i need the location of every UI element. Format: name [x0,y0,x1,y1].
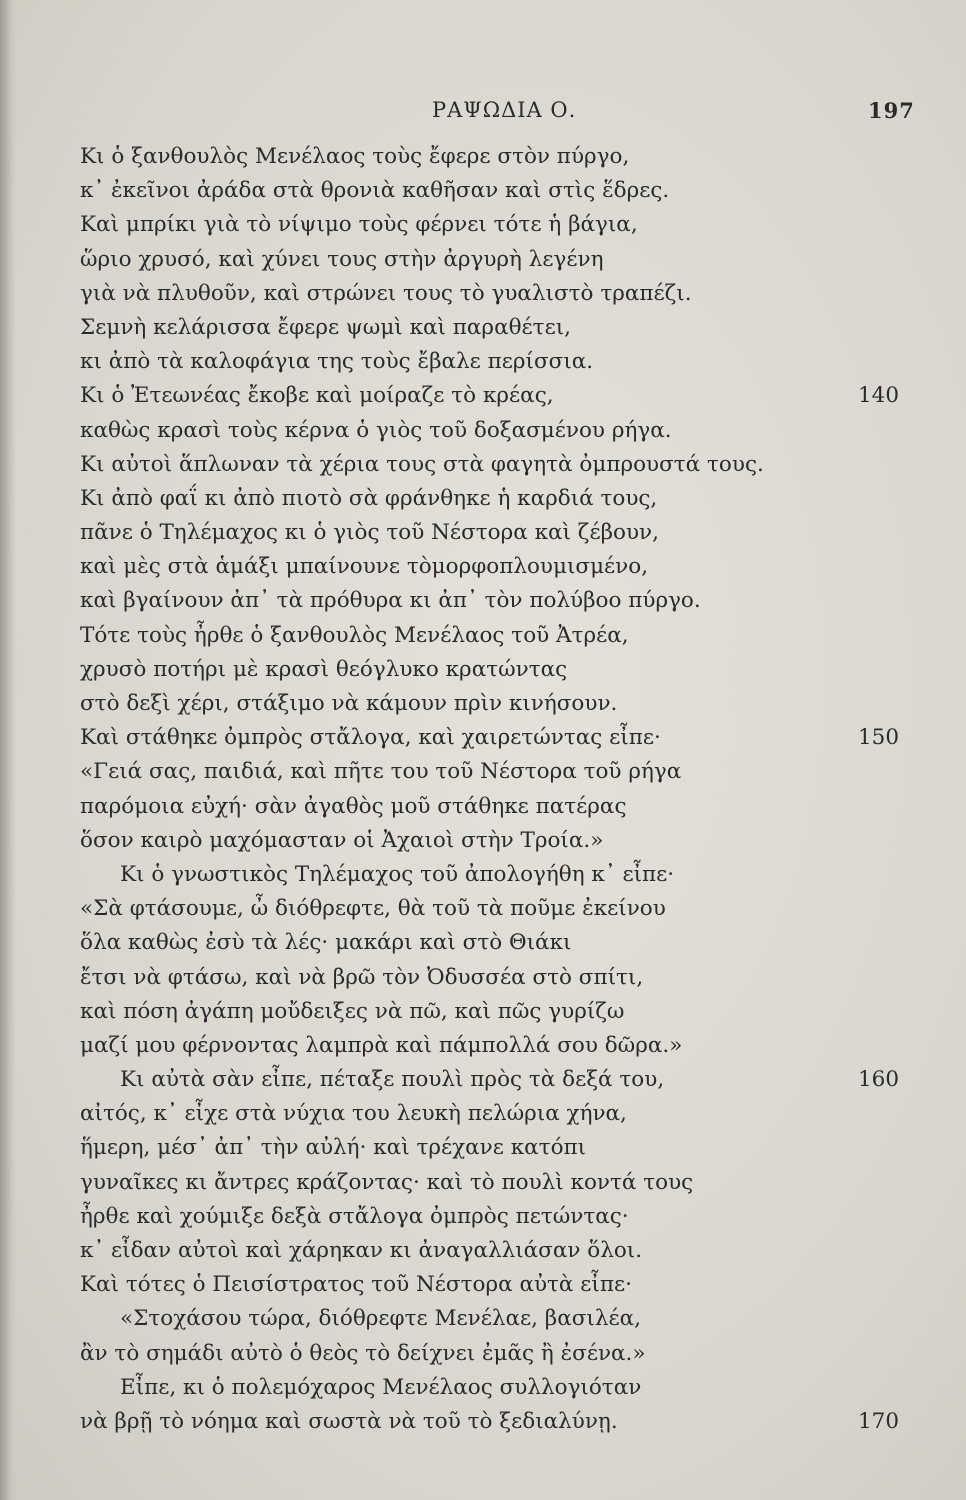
verse-line [80,755,940,789]
verse-text: Κι ὁ γνωστικὸς Τηλέμαχος τοῦ ἀπολογήθη κ᾽ εἶπε· [120,861,675,887]
verse-line [80,550,940,584]
verse-line [80,790,940,824]
verse-text: ὅσον καιρὸ μαχόμασταν οἱ Ἀχαιοὶ στὴν Τροία.» [80,827,604,853]
verse-text: ἂν τὸ σημάδι αὐτὸ ὁ θεὸς τὸ δείχνει ἐμᾶς ἢ ἐσένα.» [80,1340,646,1366]
verse-line [80,174,940,208]
verse-text: Κι αὐτοὶ ἅπλωναν τὰ χέρια τους στὰ φαγητὰ ὀμπρουστά τους. [80,451,764,477]
verse-line [80,482,940,516]
verse-text: παρόμοια εὐχή· σὰν ἀγαθὸς μοῦ στάθηκε πατέρας [80,793,627,819]
verse-line [80,414,940,448]
verse-text: στὸ δεξὶ χέρι, στάξιμο νὰ κάμουν πρὶν κινήσουν. [80,691,618,716]
page-header [0,92,966,132]
verse-line [80,824,940,858]
verse-line [80,277,940,311]
verse-text: καὶ πόση ἀγάπη μοὔδειξες νὰ πῶ, καὶ πῶς γυρίζω [80,998,625,1024]
verse-line [80,1063,940,1097]
line-number: 140 [858,383,900,409]
verse-text: κι ἀπὸ τὰ καλοφάγια της τοὺς ἔβαλε περίσσια. [80,349,594,375]
verse-line [80,1302,940,1336]
verse-text: Κι ὁ ξανθουλὸς Μενέλαος τοὺς ἔφερε στὸν πύργο, [80,144,630,169]
verse-text: ἥμερη, μέσ᾽ ἀπ᾽ τὴν αὐλή· καὶ τρέχανε κατόπι [80,1135,587,1161]
page-spine-shadow [0,0,16,1500]
verse-line [80,1371,940,1405]
verse-text: καὶ μὲς στὰ ἁμάξι μπαίνουνε τὸμορφοπλουμισμένο, [80,554,649,580]
verse-line [80,1166,940,1200]
verse-text: «Στοχάσου τώρα, διόθρεφτε Μενέλαε, βασιλέα, [120,1306,641,1332]
verse-line [80,243,940,277]
verse-line [80,926,940,960]
verse-line [80,379,940,413]
running-head: ΡΑΨΩΔΙΑ Ο. [432,98,577,122]
verse-line [80,1234,940,1268]
verse-text: «Σὰ φτάσουμε, ὦ διόθρεφτε, θὰ τοῦ τὰ ποῦμε ἐκείνου [80,896,666,922]
verse-text: μαζί μου φέρνοντας λαμπρὰ καὶ πάμπολλά σου δῶρα.» [80,1032,683,1058]
verse-text: Καὶ στάθηκε ὀμπρὸς στἄλογα, καὶ χαιρετώντας εἶπε· [80,725,661,751]
verse-line [80,721,940,755]
verse-line [80,995,940,1029]
verse-line [80,516,940,550]
verse-text: κ᾽ ἐκεῖνοι ἀράδα στὰ θρονιὰ καθῆσαν καὶ στὶς ἕδρες. [80,178,670,204]
verse-text: νὰ βρῇ τὸ νόημα καὶ σωστὰ νὰ τοῦ τὸ ξεδιαλύνῃ. [80,1408,618,1434]
verse-line [80,584,940,618]
verse-line [80,687,940,721]
verse-text: πᾶνε ὁ Τηλέμαχος κι ὁ γιὸς τοῦ Νέστορα καὶ ζέβουν, [80,520,659,546]
verse-line [80,961,940,995]
page-number: 197 [868,98,915,123]
verse-line [80,208,940,242]
line-number: 170 [858,1408,900,1434]
verse-line [80,858,940,892]
verse-text: Εἶπε, κι ὁ πολεμόχαρος Μενέλαος συλλογιόταν [120,1374,642,1400]
verse-text: Τότε τοὺς ἦρθε ὁ ξανθουλὸς Μενέλαος τοῦ Ἀτρέα, [80,622,629,648]
verse-text: Καὶ μπρίκι γιὰ τὸ νίψιμο τοὺς φέρνει τότε ἡ βάγια, [80,212,638,238]
verse-text: ὥριο χρυσό, καὶ χύνει τους στὴν ἀργυρὴ λεγένη [80,246,604,272]
verse-line [80,1268,940,1302]
line-number: 150 [858,725,900,751]
verse-text: Σεμνὴ κελάρισσα ἔφερε ψωμὶ καὶ παραθέτει, [80,314,571,340]
verse-text: καθὼς κρασὶ τοὺς κέρνα ὁ γιὸς τοῦ δοξασμένου ρήγα. [80,417,672,443]
verse-text: χρυσὸ ποτήρι μὲ κρασὶ θεόγλυκο κρατώντας [80,656,568,682]
verse-line [80,1405,940,1439]
verse-text: κ᾽ εἶδαν αὐτοὶ καὶ χάρηκαν κι ἀναγαλλιάσαν ὅλοι. [80,1238,643,1263]
verse-text: Καὶ τότες ὁ Πεισίστρατος τοῦ Νέστορα αὐτὰ εἶπε· [80,1272,632,1298]
verse-text: Κι αὐτὰ σὰν εἶπε, πέταξε πουλὶ πρὸς τὰ δεξά του, [120,1067,665,1093]
verse-line [80,1200,940,1234]
verse-text: ἦρθε καὶ χούμιξε δεξὰ στἄλογα ὀμπρὸς πετώντας· [80,1203,629,1229]
verse-text: Κι ὁ Ἐτεωνέας ἔκοβε καὶ μοίραζε τὸ κρέας, [80,383,554,409]
verse-text: γιὰ νὰ πλυθοῦν, καὶ στρώνει τους τὸ γυαλιστὸ τραπέζι. [80,280,692,306]
verse-text: «Γειά σας, παιδιά, καὶ πῆτε του τοῦ Νέστορα τοῦ ρήγα [80,759,682,785]
verse-line [80,1337,940,1371]
line-number: 160 [858,1067,900,1093]
verse-line [80,619,940,653]
verse-text: αἰτός, κ᾽ εἶχε στὰ νύχια του λευκὴ πελώρια χήνα, [80,1101,627,1127]
verse-line [80,1131,940,1165]
verse-text: Κι ἀπὸ φαΐ κι ἀπὸ πιοτὸ σὰ φράνθηκε ἡ καρδιά τους, [80,485,658,511]
verse-line [80,311,940,345]
verse-line [80,448,940,482]
verse-line [80,653,940,687]
verse-block [80,140,940,1439]
verse-line [80,345,940,379]
verse-text: καὶ βγαίνουν ἀπ᾽ τὰ πρόθυρα κι ἀπ᾽ τὸν πολύβοο πύργο. [80,588,701,614]
verse-line [80,892,940,926]
verse-line [80,140,940,174]
verse-line [80,1097,940,1131]
verse-line [80,1029,940,1063]
verse-text: ἔτσι νὰ φτάσω, καὶ νὰ βρῶ τὸν Ὀδυσσέα στὸ σπίτι, [80,964,644,990]
verse-text: ὅλα καθὼς ἐσὺ τὰ λές· μακάρι καὶ στὸ Θιάκι [80,930,572,956]
verse-text: γυναῖκες κι ἄντρες κράζοντας· καὶ τὸ πουλὶ κοντά τους [80,1169,694,1195]
